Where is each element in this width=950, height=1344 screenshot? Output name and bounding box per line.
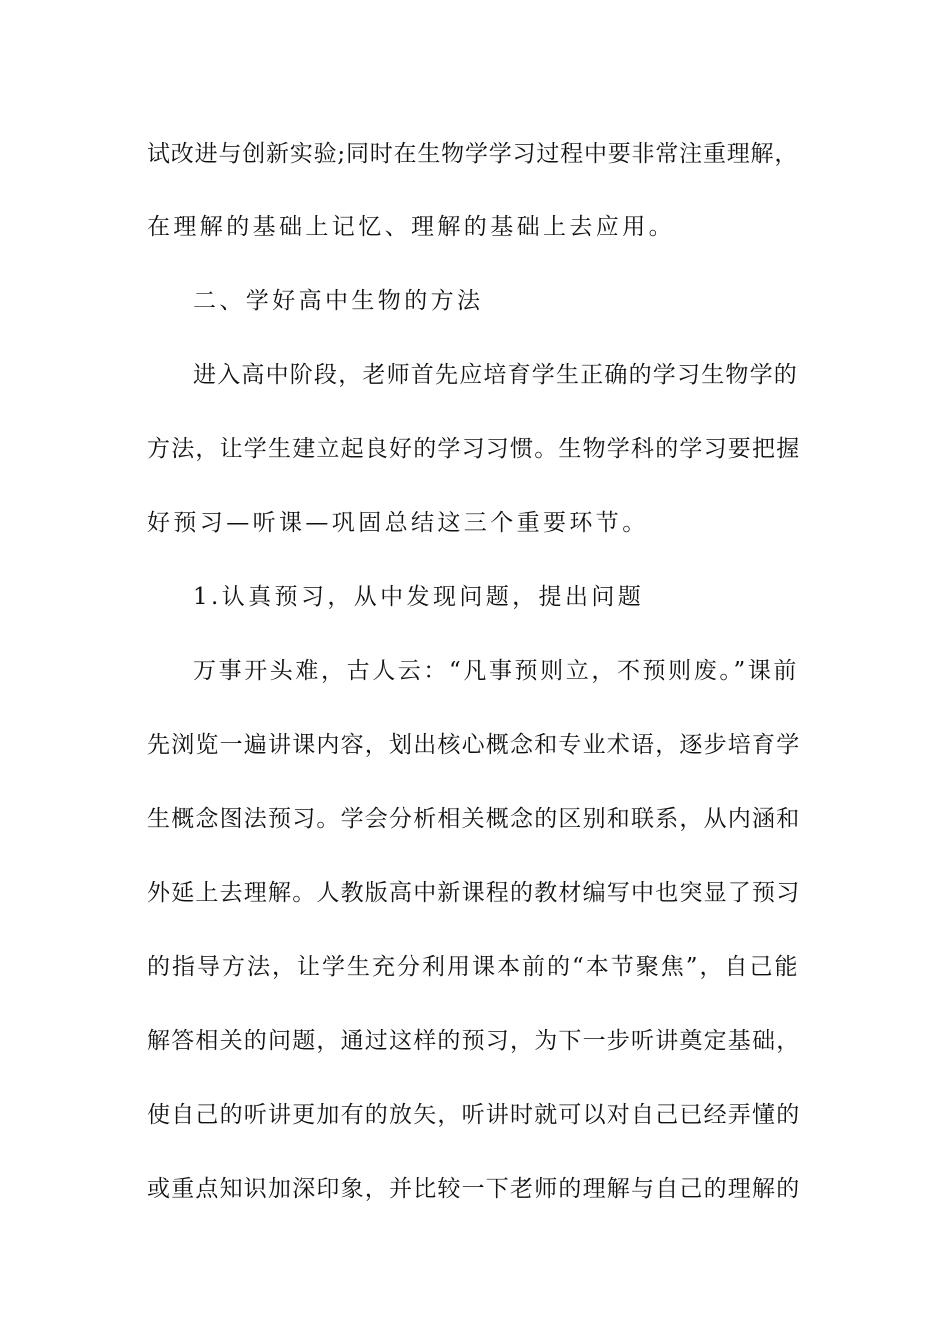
paragraph-line: 解答相关的问题，通过这样的预习，为下一步听讲奠定基础，	[147, 1028, 801, 1054]
paragraph-line: 或重点知识加深印象，并比较一下老师的理解与自己的理解的	[147, 1176, 801, 1202]
section-heading: 二、学好高中生物的方法	[193, 288, 484, 314]
paragraph-line: 的指导方法，让学生充分利用课本前的“本节聚焦”，自己能	[147, 954, 800, 980]
paragraph-line: 好预习—听课—巩固总结这三个重要环节。	[147, 510, 649, 536]
paragraph-line: 试改进与创新实验;同时在生物学学习过程中要非常注重理解，	[147, 141, 799, 167]
subsection-heading: 1.认真预习，从中发现问题，提出问题	[193, 584, 645, 610]
paragraph-line: 先浏览一遍讲课内容，划出核心概念和专业术语，逐步培育学	[147, 732, 801, 758]
paragraph-line: 外延上去理解。人教版高中新课程的教材编写中也突显了预习	[147, 880, 801, 906]
paragraph-line: 生概念图法预习。学会分析相关概念的区别和联系，从内涵和	[147, 806, 801, 832]
paragraph-line: 万事开头难，古人云：“凡事预则立，不预则废。”课前	[193, 658, 800, 684]
paragraph-line: 使自己的听讲更加有的放矢，听讲时就可以对自己已经弄懂的	[147, 1102, 801, 1128]
paragraph-line: 进入高中阶段，老师首先应培育学生正确的学习生物学的	[193, 362, 798, 388]
paragraph-line: 在理解的基础上记忆、理解的基础上去应用。	[147, 214, 675, 240]
paragraph-line: 方法，让学生建立起良好的学习习惯。生物学科的学习要把握	[147, 436, 801, 462]
